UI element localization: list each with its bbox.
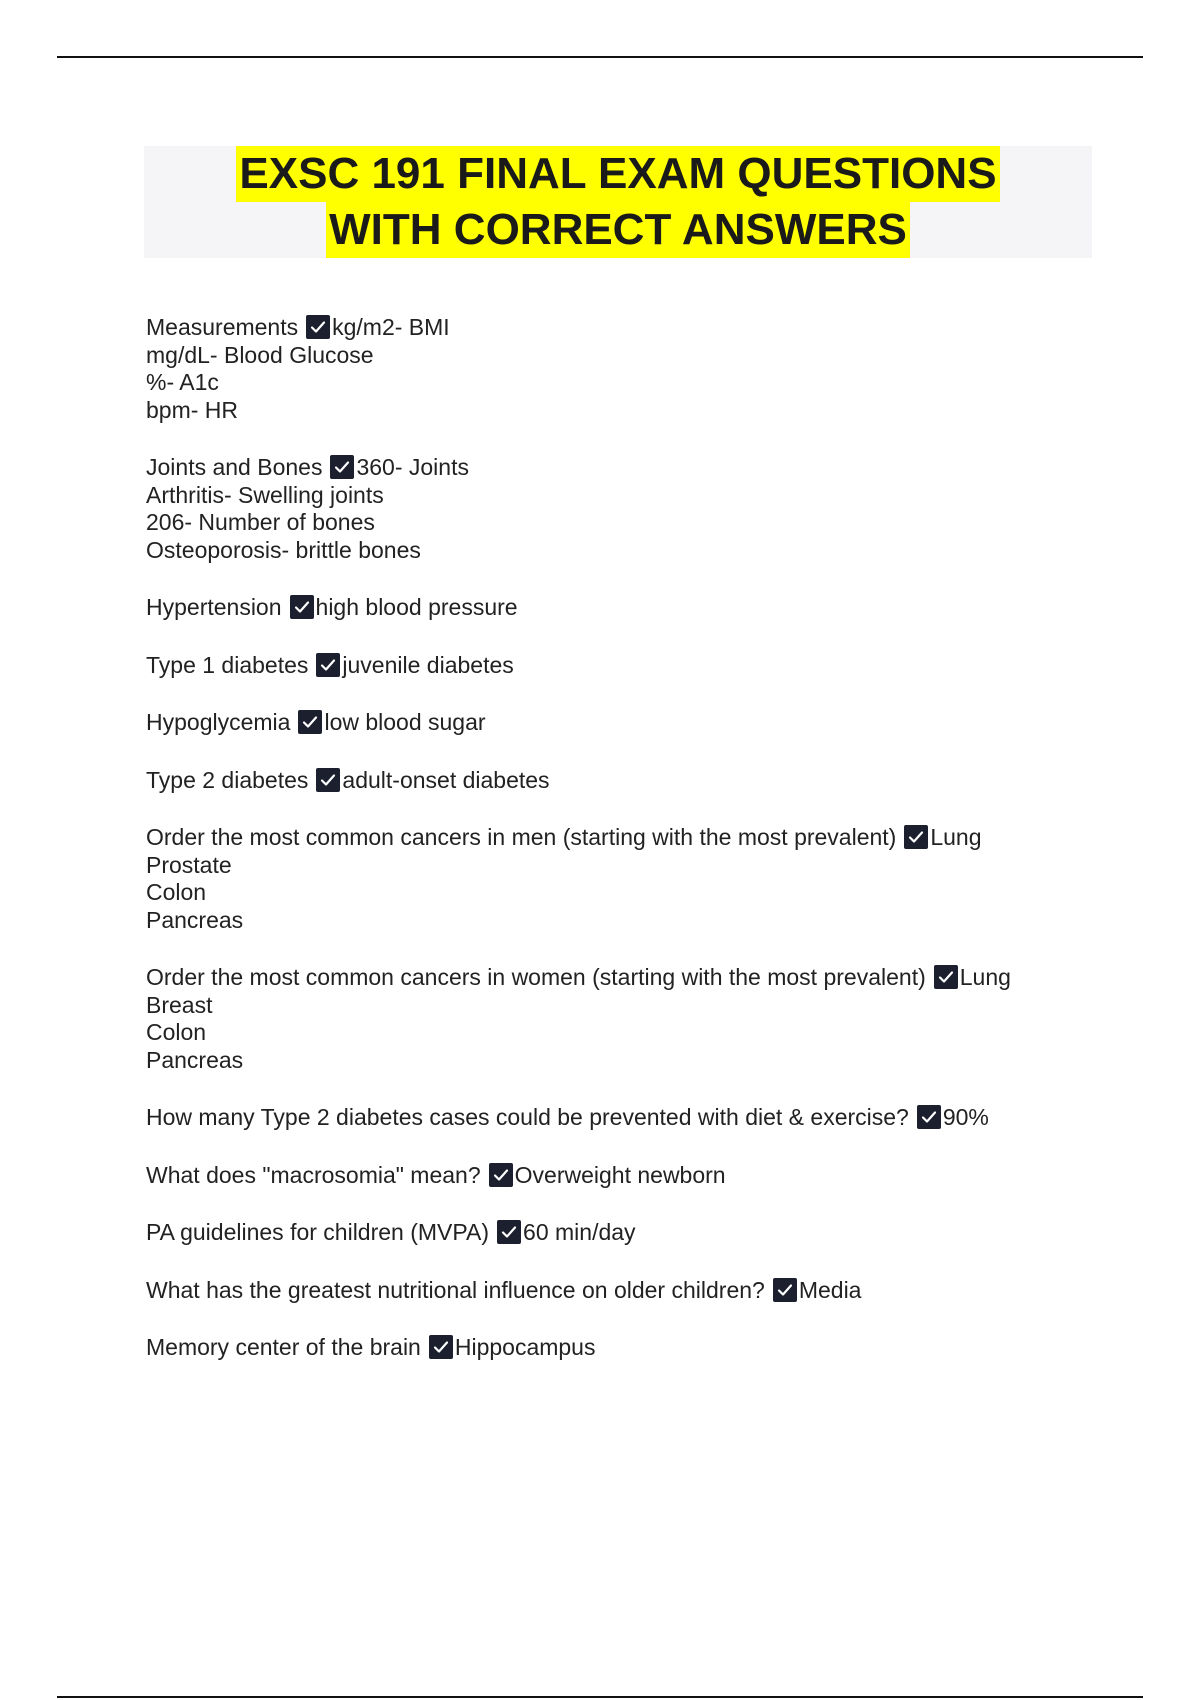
checkbox-checked-icon — [429, 1335, 453, 1359]
qa-item — [146, 709, 1106, 737]
qa-first-line — [146, 1162, 1106, 1190]
page-title-line-1: EXSC 191 FINAL EXAM QUESTIONS — [236, 146, 999, 202]
answer-continuation-line: Colon — [146, 879, 207, 905]
answer-text: Lung — [959, 964, 1011, 990]
answer-continuation-line: Pancreas — [146, 906, 244, 933]
top-divider — [57, 56, 1143, 58]
qa-first-line — [146, 824, 1106, 852]
question-text: Type 1 diabetes — [146, 651, 309, 678]
question-answer-list — [146, 314, 1106, 1392]
answer-text: 60 min/day — [523, 1219, 636, 1245]
checkbox-checked-icon — [306, 315, 330, 339]
qa-item — [146, 964, 1106, 1074]
bottom-divider — [57, 1696, 1143, 1698]
qa-first-line — [146, 964, 1106, 992]
question-text: How many Type 2 diabetes cases could be prevented with diet & exercise? — [146, 1104, 909, 1130]
answer-continuation-line: 206- Number of bones — [146, 509, 375, 535]
qa-item — [146, 1104, 1106, 1132]
question-text: Hypertension — [146, 594, 282, 620]
answer-text: Media — [798, 1276, 862, 1303]
question-text: PA guidelines for children (MVPA) — [146, 1219, 490, 1245]
answer-text: kg/m2- BMI — [332, 314, 450, 340]
qa-item — [146, 767, 1106, 795]
checkbox-checked-icon — [904, 825, 928, 849]
qa-item — [146, 454, 1106, 564]
answer-text: Hippocampus — [454, 1334, 596, 1360]
answer-text: high blood pressure — [315, 594, 518, 620]
qa-item — [146, 1334, 1106, 1362]
answer-continuation-line: Colon — [146, 1019, 207, 1045]
answer-text: 360- Joints — [356, 454, 469, 480]
answer-text: adult-onset diabetes — [342, 766, 550, 793]
answer-continuation-line: mg/dL- Blood Glucose — [146, 341, 374, 368]
question-text: Hypoglycemia — [146, 709, 291, 735]
qa-item — [146, 314, 1106, 424]
checkbox-checked-icon — [773, 1278, 797, 1302]
answer-continuation-line: bpm- HR — [146, 396, 239, 423]
answer-text: low blood sugar — [324, 709, 486, 735]
checkbox-checked-icon — [290, 595, 314, 619]
qa-item — [146, 652, 1106, 680]
qa-first-line — [146, 1219, 1106, 1247]
answer-text: juvenile diabetes — [342, 651, 514, 678]
qa-first-line — [146, 1104, 1106, 1132]
checkbox-checked-icon — [934, 965, 958, 989]
question-text: Joints and Bones — [146, 454, 323, 480]
answer-continuation-line: Arthritis- Swelling joints — [146, 481, 384, 508]
qa-first-line — [146, 767, 1106, 795]
qa-first-line — [146, 709, 1106, 737]
question-text: Order the most common cancers in men (starting with the most prevalent) — [146, 824, 897, 850]
checkbox-checked-icon — [917, 1105, 941, 1129]
answer-continuation-line: %- A1c — [146, 369, 219, 395]
qa-item — [146, 1277, 1106, 1305]
qa-item — [146, 594, 1106, 622]
checkbox-checked-icon — [298, 710, 322, 734]
checkbox-checked-icon — [316, 653, 340, 677]
qa-item — [146, 824, 1106, 934]
question-text: Type 2 diabetes — [146, 766, 309, 793]
checkbox-checked-icon — [497, 1220, 521, 1244]
qa-first-line — [146, 652, 1106, 680]
answer-text: Overweight newborn — [514, 1161, 726, 1188]
qa-item — [146, 1219, 1106, 1247]
answer-continuation-line: Pancreas — [146, 1046, 244, 1073]
answer-continuation-line: Osteoporosis- brittle bones — [146, 536, 421, 563]
qa-first-line — [146, 314, 1106, 342]
question-text: What does "macrosomia" mean? — [146, 1161, 481, 1188]
question-text: Memory center of the brain — [146, 1334, 421, 1360]
page-title-line-2: WITH CORRECT ANSWERS — [326, 202, 910, 258]
qa-first-line — [146, 594, 1106, 622]
checkbox-checked-icon — [489, 1163, 513, 1187]
question-text: Measurements — [146, 314, 299, 340]
qa-first-line — [146, 1334, 1106, 1362]
answer-text: 90% — [942, 1104, 989, 1130]
answer-text: Lung — [930, 824, 982, 850]
checkbox-checked-icon — [316, 768, 340, 792]
answer-continuation-line: Breast — [146, 991, 213, 1018]
question-text: Order the most common cancers in women (starting with the most prevalent) — [146, 964, 926, 990]
qa-first-line — [146, 454, 1106, 482]
question-text: What has the greatest nutritional influence on older children? — [146, 1276, 765, 1303]
title-banner — [144, 146, 1092, 258]
qa-first-line — [146, 1277, 1106, 1305]
answer-continuation-line: Prostate — [146, 851, 232, 878]
qa-item — [146, 1162, 1106, 1190]
checkbox-checked-icon — [330, 455, 354, 479]
